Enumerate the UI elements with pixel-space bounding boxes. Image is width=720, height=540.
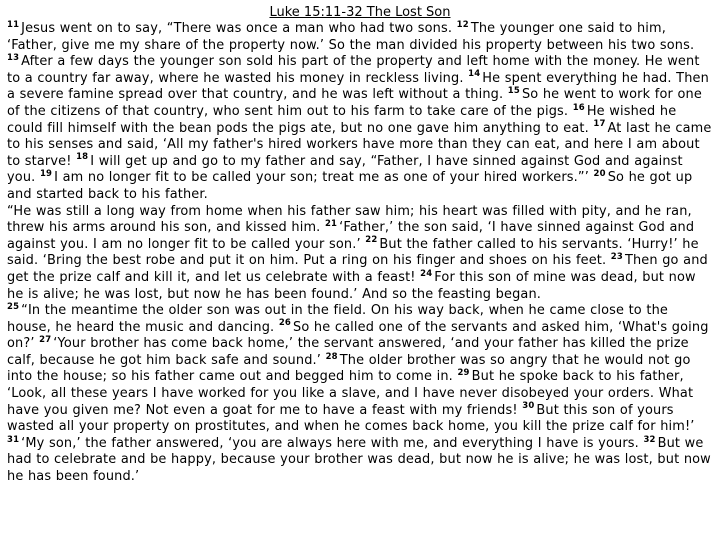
verse-number: 13 [7,52,20,63]
verse-number: 20 [593,169,606,180]
verse-number: 19 [39,169,53,180]
verse-number: 18 [76,152,89,163]
verse-text: “In the meantime the older son was out in the field. On his way back, when he came close to the house, he heard the music and dancing. [7,303,668,335]
verse-text: So he called one of the servants and asked him, ‘What's going on?’ [7,319,709,352]
verse-number: 26 [278,318,291,329]
verse-number: 12 [456,19,469,30]
verse-text: Jesus went on to say, “There was once a man who had two sons. [21,21,457,36]
verse-text: But we had to celebrate and be happy, because your brother was dead, but now he is alive; he was lost, but now he has been found.’ [7,435,711,485]
verse-text: But the father called to his servants. ‘Hurry!’ he said. ‘Bring the best robe and put it on him. Put a ring on his finger and shoes on his feet. [7,236,699,269]
verse-number: 32 [643,434,656,445]
verse-number: 11 [7,19,20,30]
verse-number: 14 [468,69,481,80]
verse-text: After a few days the younger son sold his part of the property and left home with the money. He went to a country far away, where he wasted his money in reckless living. [7,54,700,86]
verse-text: Then go and get the prize calf and kill it, and let us celebrate with a feast! [7,253,708,285]
verse-number: 22 [365,235,378,246]
verse-number: 27 [39,334,52,345]
verse-number: 15 [507,86,520,97]
verse-text: “He was still a long way from home when his father saw him; his heart was filled with pity, and he ran, threw his arms around his son, and kissed him. [7,203,692,236]
verse-number: 21 [324,218,338,229]
verse-text: The older brother was so angry that he would not go into the house; so his father came out and begged him to come in. [7,352,691,385]
verse-text: He spent everything he had. Then a severe famine spread over that country, and he was left without a thing. [7,70,709,103]
verse-text: ‘Your brother has come back home,’ the servant answered, ‘and your father has killed the prize calf, because he got him back safe and sound.’ [7,336,689,368]
paragraph [7,21,713,204]
verse-text: But this son of yours wasted all your property on prostitutes, and when he comes back home, you kill the prize calf for him!’ [7,402,695,435]
verse-text: So he got up and started back to his father. [7,170,693,202]
verse-text: I am no longer fit to be called your son; treat me as one of your hired workers.”’ [54,170,594,186]
verse-number: 17 [593,119,606,130]
verse-text: At last he came to his senses and said, ‘All my father's hired workers have more than they can eat, and here I am about to starve! [7,120,712,169]
verse-text: I will get up and go to my father and say, “Father, I have sinned against God and against you. [7,153,683,186]
verse-text: The younger one said to him, ‘Father, give me my share of the property now.’ So the man divided his property between his two sons. [7,21,695,53]
verse-number: 30 [522,401,535,412]
verse-number: 29 [457,368,470,379]
passage-body [7,21,713,486]
verse-text: He wished he could fill himself with the bean pods the pigs ate, but no one gave him anything to eat. [7,103,677,136]
verse-text: ‘Father,’ the son said, ‘I have sinned against God and against you. I am no longer fit to be called your son.’ [7,220,695,252]
passage-title: Luke 15:11-32 The Lost Son [269,5,451,20]
verse-number: 24 [420,268,433,279]
verse-number: 28 [325,351,338,362]
verse-number: 16 [572,102,585,113]
verse-text: For this son of mine was dead, but now he is alive; he was lost, but now he has been found.’ And so the feasting began. [7,269,696,302]
paragraph [7,303,713,486]
verse-number: 25 [7,301,20,312]
verse-text: So he went to work for one of the citizens of that country, who sent him out to his farm to take care of the pigs. [7,87,702,119]
verse-number: 23 [610,252,623,263]
verse-text: ‘My son,’ the father answered, ‘you are always here with me, and everything I have is yours. [21,435,644,451]
verse-text: But he spoke back to his father, ‘Look, all these years I have worked for you like a slave, and I have never disobeyed your orders. What have you given me? Not even a goat for me to have a feast with my friends! [7,369,694,418]
verse-number: 31 [7,434,20,445]
paragraph [7,204,713,304]
